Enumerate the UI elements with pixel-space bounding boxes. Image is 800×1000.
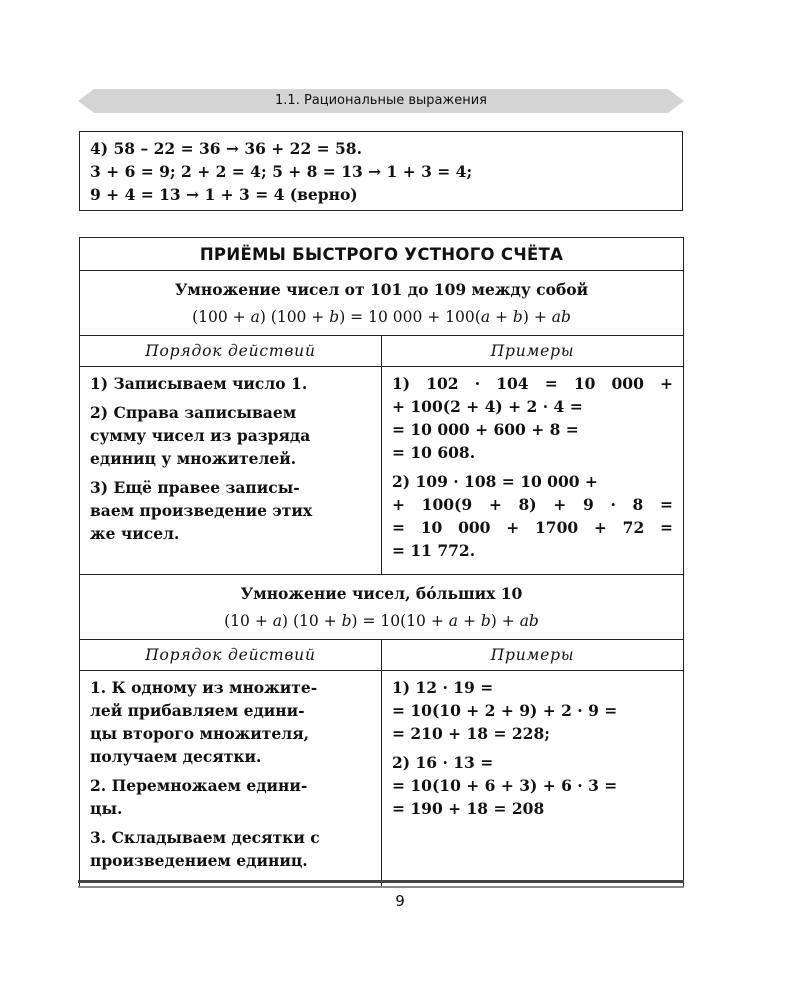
example-item: 1) 102 · 104 = 10 000 + + 100(2 + 4) + 2 · 4 = = 10 000 + 600 + 8 = = 10 608. [392, 374, 673, 462]
page-number: 9 [395, 892, 405, 910]
step-item: 2) Справа записываем сумму чисел из разряда единиц у множителей. [90, 403, 311, 468]
step-item: 1. К одному из множите- лей прибавляем едини- цы второго множителя, получаем десятки. [90, 678, 318, 766]
section-header [80, 575, 684, 640]
column-header-examples: Примеры [382, 336, 684, 367]
footer-rule [78, 880, 684, 883]
column-header-steps: Порядок действий [80, 336, 382, 367]
step-item: 2. Перемножаем едини- цы. [90, 776, 308, 818]
header-title: 1.1. Рациональные выражения [275, 93, 487, 108]
running-header [78, 89, 684, 113]
step-item: 3. Складываем десятки с произведением единиц. [90, 828, 320, 870]
mental-math-table [79, 237, 684, 887]
step-item: 1) Записываем число 1. [90, 374, 308, 393]
section-title: Умножение чисел от 101 до 109 между собой [174, 280, 589, 299]
answer-line: 3 + 6 = 9; 2 + 2 = 4; 5 + 8 = 13 → 1 + 3 = 4; [90, 162, 473, 181]
steps-cell [80, 671, 382, 887]
section-formula: (10 + a) (10 + b) = 10(10 + a + b) + ab [224, 612, 539, 630]
footer-rule [78, 886, 684, 888]
step-item: 3) Ещё правее записы- ваем произведение этих же чисел. [90, 478, 313, 543]
steps-cell [80, 367, 382, 575]
example-item: 2) 109 · 108 = 10 000 + + 100(9 + 8) + 9 · 8 = = 10 000 + 1700 + 72 = = 11 772. [392, 472, 673, 560]
answer-box [79, 131, 683, 211]
section-title: Умножение чисел, бóльших 10 [240, 584, 523, 603]
example-item: 1) 12 · 19 = = 10(10 + 2 + 9) + 2 · 9 = = 210 + 18 = 228; [392, 678, 618, 743]
table-title: ПРИЁМЫ БЫСТРОГО УСТНОГО СЧЁТА [80, 238, 684, 271]
section-formula: (100 + a) (100 + b) = 10 000 + 100(a + b) + ab [192, 308, 571, 326]
examples-cell [382, 671, 684, 887]
example-item: 2) 16 · 13 = = 10(10 + 6 + 3) + 6 · 3 = = 190 + 18 = 208 [392, 753, 618, 818]
answer-line: 9 + 4 = 13 → 1 + 3 = 4 (верно) [90, 185, 358, 204]
column-header-examples: Примеры [382, 640, 684, 671]
section-header [80, 271, 684, 336]
examples-cell [382, 367, 684, 575]
answer-line: 4) 58 – 22 = 36 → 36 + 22 = 58. [90, 139, 362, 158]
column-header-steps: Порядок действий [80, 640, 382, 671]
